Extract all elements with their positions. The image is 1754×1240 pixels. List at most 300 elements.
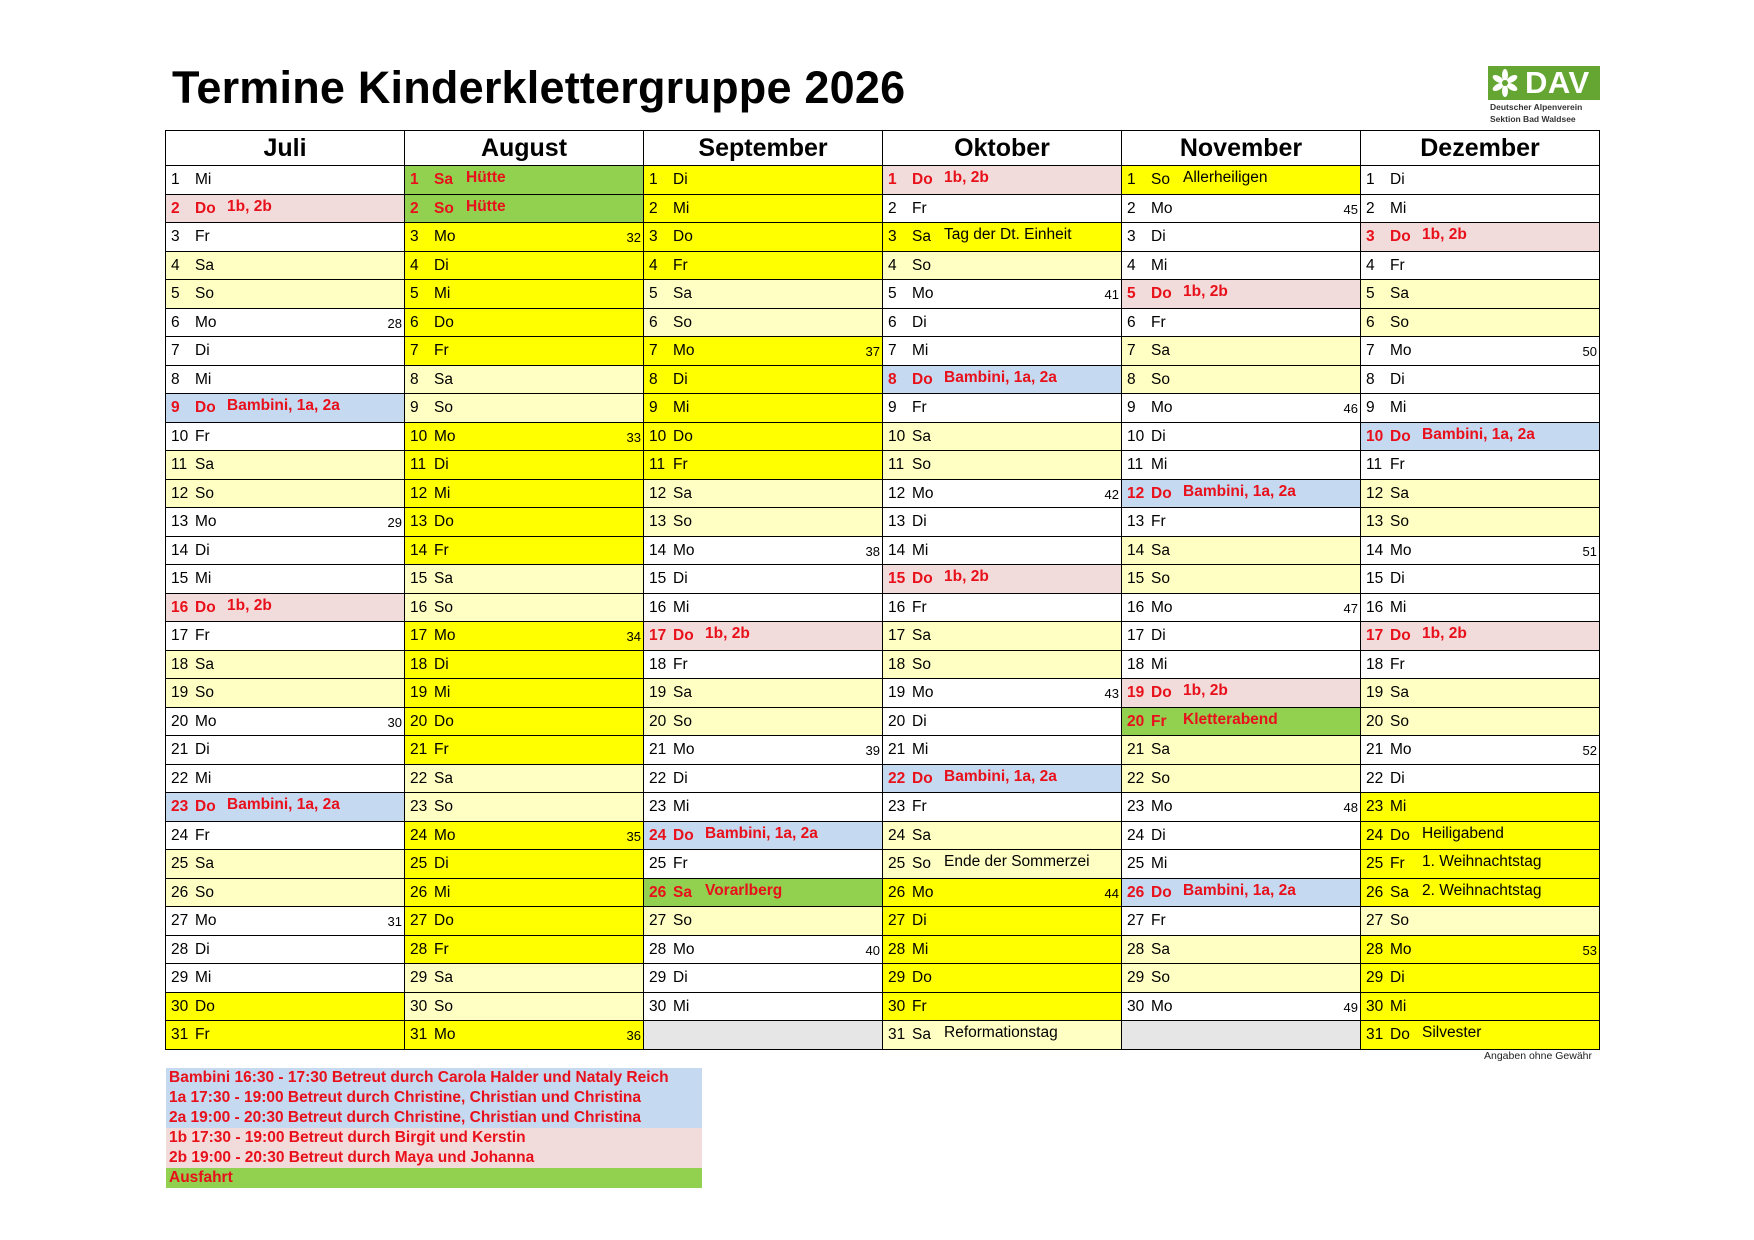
weekday: Do (434, 313, 454, 331)
day-cell (1361, 565, 1600, 594)
day-cell (1122, 365, 1361, 394)
event-label: Heiligabend (1422, 824, 1504, 842)
event-label: 1b, 2b (1183, 283, 1228, 300)
month-header: Oktober (883, 131, 1122, 166)
day-cell (644, 907, 883, 936)
day-cell (166, 536, 405, 565)
event-label: Bambini, 1a, 2a (1183, 881, 1296, 899)
weekday: Mi (912, 541, 929, 559)
weekday: Fr (673, 456, 688, 473)
day-cell (166, 992, 405, 1021)
day-cell (1122, 850, 1361, 879)
day-number: 11 (1366, 456, 1383, 473)
day-number: 25 (171, 855, 189, 872)
day-number: 15 (1366, 570, 1384, 587)
weekday: So (1390, 513, 1409, 530)
day-cell (883, 650, 1122, 679)
day-number: 30 (888, 997, 906, 1015)
day-number: 12 (1127, 484, 1145, 502)
day-number: 13 (410, 513, 428, 530)
day-cell (405, 308, 644, 337)
day-cell (1361, 679, 1600, 708)
weekday: Sa (1151, 741, 1170, 758)
day-number: 13 (888, 513, 906, 530)
day-number: 18 (649, 655, 667, 673)
day-number: 11 (1127, 456, 1144, 473)
weekday: Mo (673, 940, 695, 958)
day-cell (166, 679, 405, 708)
edelweiss-icon (1488, 66, 1522, 100)
day-number: 22 (410, 769, 428, 787)
weekday: Sa (1151, 342, 1170, 359)
day-number: 12 (171, 484, 189, 502)
weekday: Do (1151, 684, 1172, 701)
calendar-row (166, 764, 1600, 793)
week-number: 46 (1343, 401, 1358, 416)
day-cell (405, 878, 644, 907)
day-number: 1 (171, 171, 180, 188)
day-number: 3 (410, 228, 419, 245)
weekday: Di (673, 370, 688, 388)
day-cell (405, 451, 644, 480)
day-cell (644, 650, 883, 679)
day-number: 26 (1127, 883, 1145, 901)
day-cell (1122, 764, 1361, 793)
day-cell (644, 707, 883, 736)
day-number: 5 (410, 285, 419, 302)
day-cell (883, 479, 1122, 508)
calendar-row (166, 251, 1600, 280)
day-cell (1361, 793, 1600, 822)
day-number: 16 (410, 598, 428, 616)
day-cell (405, 793, 644, 822)
day-number: 18 (410, 655, 428, 673)
weekday: Sa (195, 855, 214, 872)
weekday: Mo (1151, 399, 1173, 416)
day-number: 13 (171, 513, 189, 530)
calendar-row (166, 878, 1600, 907)
day-number: 25 (1366, 855, 1384, 872)
day-number: 28 (649, 940, 667, 958)
day-number: 3 (171, 228, 180, 245)
day-cell (166, 764, 405, 793)
weekday: Mo (434, 1026, 456, 1043)
weekday: Sa (912, 627, 931, 644)
day-number: 21 (171, 741, 189, 758)
weekday: Mo (195, 712, 217, 730)
day-number: 20 (649, 712, 667, 730)
day-cell (1122, 166, 1361, 195)
week-number: 47 (1343, 600, 1358, 616)
day-cell (644, 935, 883, 964)
day-number: 2 (1366, 199, 1375, 217)
day-cell (644, 964, 883, 993)
event-label: Bambini, 1a, 2a (1183, 482, 1296, 500)
day-cell (644, 878, 883, 907)
event-label: Bambini, 1a, 2a (944, 368, 1057, 386)
weekday: Mo (673, 541, 695, 559)
day-number: 25 (888, 855, 906, 872)
day-cell (1122, 280, 1361, 309)
day-cell (1122, 565, 1361, 594)
day-number: 24 (1127, 826, 1145, 844)
weekday: Fr (195, 627, 210, 644)
week-number: 37 (865, 344, 880, 359)
day-number: 8 (1366, 370, 1375, 388)
day-number: 28 (1366, 940, 1384, 958)
day-number: 7 (410, 342, 419, 359)
day-number: 26 (649, 883, 667, 901)
day-cell (166, 422, 405, 451)
day-number: 6 (1366, 313, 1375, 331)
weekday: Fr (673, 256, 688, 274)
day-cell (1122, 308, 1361, 337)
weekday: Di (912, 513, 927, 530)
weekday: Di (1151, 427, 1166, 445)
day-cell (405, 707, 644, 736)
day-cell (166, 394, 405, 423)
weekday: Fr (195, 427, 210, 445)
weekday: Mo (195, 912, 217, 929)
day-number: 18 (888, 655, 906, 673)
day-cell (405, 850, 644, 879)
day-cell (883, 850, 1122, 879)
weekday: Do (912, 969, 932, 986)
weekday: Mi (1151, 256, 1168, 274)
day-cell (644, 194, 883, 223)
weekday: Mi (673, 798, 690, 815)
day-cell (883, 707, 1122, 736)
weekday: Mi (434, 684, 451, 701)
day-cell (883, 280, 1122, 309)
weekday: Mi (1151, 655, 1168, 673)
day-number: 20 (171, 712, 189, 730)
day-number: 19 (171, 684, 189, 701)
day-cell (405, 394, 644, 423)
weekday: Do (1390, 228, 1411, 245)
day-cell (644, 793, 883, 822)
weekday: Mi (1390, 798, 1407, 815)
day-number: 12 (649, 484, 667, 502)
weekday: Mo (195, 313, 217, 331)
weekday: Di (195, 342, 210, 359)
day-number: 24 (410, 826, 428, 844)
weekday: Mi (434, 883, 451, 901)
day-number: 21 (888, 741, 906, 758)
weekday: So (434, 997, 453, 1015)
day-cell (1122, 992, 1361, 1021)
day-number: 30 (410, 997, 428, 1015)
weekday: So (1390, 912, 1409, 929)
day-number: 4 (1366, 256, 1375, 274)
week-number: 33 (626, 429, 641, 445)
day-number: 31 (171, 1026, 189, 1043)
month-header: September (644, 131, 883, 166)
weekday: So (1390, 712, 1409, 730)
weekday: So (673, 313, 692, 331)
day-cell (1361, 194, 1600, 223)
event-label: Kletterabend (1183, 710, 1278, 728)
day-number: 14 (171, 541, 189, 559)
day-cell (883, 508, 1122, 537)
day-cell (1122, 223, 1361, 252)
weekday: So (912, 256, 931, 274)
calendar-row (166, 593, 1600, 622)
week-number: 42 (1104, 486, 1119, 502)
weekday: Fr (1151, 912, 1166, 929)
week-number: 51 (1582, 543, 1597, 559)
event-label: Reformationstag (944, 1024, 1058, 1041)
day-cell (644, 280, 883, 309)
weekday: Di (673, 171, 688, 188)
weekday: Mo (912, 285, 934, 302)
day-number: 29 (410, 969, 428, 986)
day-number: 15 (171, 570, 189, 587)
weekday: Do (195, 199, 216, 217)
day-number: 4 (1127, 256, 1136, 274)
weekday: Mo (1151, 997, 1173, 1015)
week-number: 40 (865, 942, 880, 958)
week-number: 48 (1343, 800, 1358, 815)
weekday: Di (673, 570, 688, 587)
day-cell (1361, 166, 1600, 195)
weekday: So (673, 712, 692, 730)
legend-item: 1b 17:30 - 19:00 Betreut durch Birgit und Kerstin (166, 1128, 702, 1148)
day-number: 10 (1127, 427, 1145, 445)
day-number: 10 (888, 427, 906, 445)
day-cell (644, 536, 883, 565)
weekday: Di (912, 313, 927, 331)
day-cell (166, 251, 405, 280)
weekday: Mi (912, 741, 929, 758)
day-number: 27 (888, 912, 906, 929)
day-number: 31 (1366, 1026, 1384, 1043)
day-number: 18 (1127, 655, 1145, 673)
day-number: 10 (1366, 427, 1384, 445)
day-cell (883, 878, 1122, 907)
weekday: So (912, 855, 931, 872)
weekday: So (434, 199, 454, 217)
day-cell (1361, 508, 1600, 537)
day-cell (1122, 1021, 1361, 1050)
week-number: 35 (626, 828, 641, 844)
day-number: 9 (888, 399, 897, 416)
day-cell (1122, 707, 1361, 736)
weekday: Do (673, 627, 694, 644)
weekday: Mi (912, 940, 929, 958)
weekday: Do (1390, 427, 1411, 445)
day-number: 2 (1127, 199, 1136, 217)
day-cell (1361, 964, 1600, 993)
weekday: Sa (195, 655, 214, 673)
weekday: Fr (673, 655, 688, 673)
weekday: Mi (1151, 855, 1168, 872)
week-number: 43 (1104, 686, 1119, 701)
week-number: 53 (1582, 942, 1597, 958)
weekday: Sa (912, 427, 931, 445)
event-label: Bambini, 1a, 2a (227, 397, 340, 414)
weekday: Mo (912, 484, 934, 502)
day-number: 2 (649, 199, 658, 217)
day-cell (644, 850, 883, 879)
calendar-row (166, 964, 1600, 993)
day-cell (1122, 650, 1361, 679)
day-cell (1122, 337, 1361, 366)
day-cell (1361, 536, 1600, 565)
weekday: So (1151, 370, 1170, 388)
weekday: Mo (673, 741, 695, 758)
day-cell (1361, 707, 1600, 736)
weekday: So (434, 598, 453, 616)
weekday: Mo (1151, 199, 1173, 217)
weekday: Mi (1390, 399, 1407, 416)
day-number: 2 (888, 199, 897, 217)
weekday: Di (434, 855, 449, 872)
day-number: 28 (171, 940, 189, 958)
weekday: So (1151, 969, 1170, 986)
weekday: Fr (195, 228, 210, 245)
weekday: Di (195, 940, 210, 958)
weekday: Fr (195, 1026, 210, 1043)
day-number: 29 (1366, 969, 1384, 986)
weekday: Mo (1390, 541, 1412, 559)
calendar-row (166, 479, 1600, 508)
day-number: 20 (888, 712, 906, 730)
calendar-row (166, 280, 1600, 309)
day-cell (405, 593, 644, 622)
weekday: Mi (673, 997, 690, 1015)
day-number: 14 (410, 541, 428, 559)
day-number: 14 (1366, 541, 1384, 559)
weekday: Fr (1390, 456, 1405, 473)
weekday: Sa (195, 456, 214, 473)
day-number: 8 (410, 370, 419, 388)
day-number: 23 (1366, 798, 1384, 815)
event-label: 1b, 2b (227, 197, 272, 215)
weekday: So (912, 655, 931, 673)
day-cell (1361, 280, 1600, 309)
day-cell (1122, 194, 1361, 223)
day-number: 9 (1127, 399, 1136, 416)
weekday: Do (912, 370, 933, 388)
day-number: 21 (1127, 741, 1145, 758)
weekday: So (434, 798, 453, 815)
weekday: So (1151, 171, 1170, 188)
week-number: 32 (626, 230, 641, 245)
day-cell (1361, 1021, 1600, 1050)
day-cell (405, 508, 644, 537)
event-label: Hütte (466, 197, 506, 215)
weekday: Do (1390, 1026, 1410, 1043)
day-cell (644, 451, 883, 480)
day-cell (166, 337, 405, 366)
weekday: Sa (1390, 285, 1409, 302)
day-cell (644, 679, 883, 708)
day-cell (883, 679, 1122, 708)
day-cell (166, 736, 405, 765)
day-number: 4 (171, 256, 180, 274)
calendar-row (166, 337, 1600, 366)
page-title: Termine Kinderklettergruppe 2026 (172, 62, 906, 113)
calendar-row (166, 793, 1600, 822)
event-label: Bambini, 1a, 2a (1422, 425, 1535, 443)
day-number: 27 (1366, 912, 1384, 929)
day-number: 10 (410, 427, 428, 445)
week-number: 31 (387, 914, 402, 929)
day-number: 30 (1127, 997, 1145, 1015)
weekday: So (1151, 570, 1170, 587)
day-number: 21 (410, 741, 428, 758)
day-number: 2 (171, 199, 180, 217)
weekday: Fr (1390, 655, 1405, 673)
day-number: 18 (171, 655, 189, 673)
weekday: Sa (434, 570, 453, 587)
day-number: 17 (1366, 627, 1384, 644)
day-number: 22 (171, 769, 189, 787)
day-cell (644, 251, 883, 280)
day-cell (166, 593, 405, 622)
day-cell (1361, 593, 1600, 622)
day-number: 1 (410, 171, 419, 188)
weekday: So (195, 285, 214, 302)
day-cell (1122, 878, 1361, 907)
event-label: 1b, 2b (1422, 226, 1467, 243)
calendar-row (166, 821, 1600, 850)
calendar-row (166, 451, 1600, 480)
weekday: So (673, 513, 692, 530)
weekday: Fr (434, 741, 449, 758)
calendar-row (166, 736, 1600, 765)
day-cell (405, 479, 644, 508)
day-cell (883, 166, 1122, 195)
legend-item: Ausfahrt (166, 1168, 702, 1188)
event-label: 1b, 2b (705, 625, 750, 642)
week-number: 39 (865, 743, 880, 758)
day-number: 10 (649, 427, 667, 445)
day-cell (1361, 907, 1600, 936)
day-cell (883, 194, 1122, 223)
calendar-table (165, 130, 1600, 1050)
day-cell (405, 679, 644, 708)
weekday: Mi (673, 598, 690, 616)
day-cell (1361, 422, 1600, 451)
day-number: 22 (888, 769, 906, 787)
day-number: 19 (888, 684, 906, 701)
event-label: Ende der Sommerzei (944, 853, 1090, 870)
day-cell (1361, 764, 1600, 793)
calendar-row (166, 907, 1600, 936)
month-header: August (405, 131, 644, 166)
day-cell (644, 992, 883, 1021)
weekday: Do (195, 399, 216, 416)
day-number: 20 (410, 712, 428, 730)
day-cell (883, 821, 1122, 850)
day-number: 28 (1127, 940, 1145, 958)
day-cell (166, 793, 405, 822)
week-number: 34 (626, 629, 641, 644)
day-number: 4 (649, 256, 658, 274)
day-number: 23 (410, 798, 428, 815)
day-cell (883, 536, 1122, 565)
weekday: Fr (434, 342, 449, 359)
day-number: 25 (1127, 855, 1145, 872)
day-number: 1 (649, 171, 658, 188)
day-cell (883, 251, 1122, 280)
day-number: 17 (888, 627, 906, 644)
day-cell (883, 992, 1122, 1021)
weekday: Mo (195, 513, 217, 530)
day-cell (405, 992, 644, 1021)
